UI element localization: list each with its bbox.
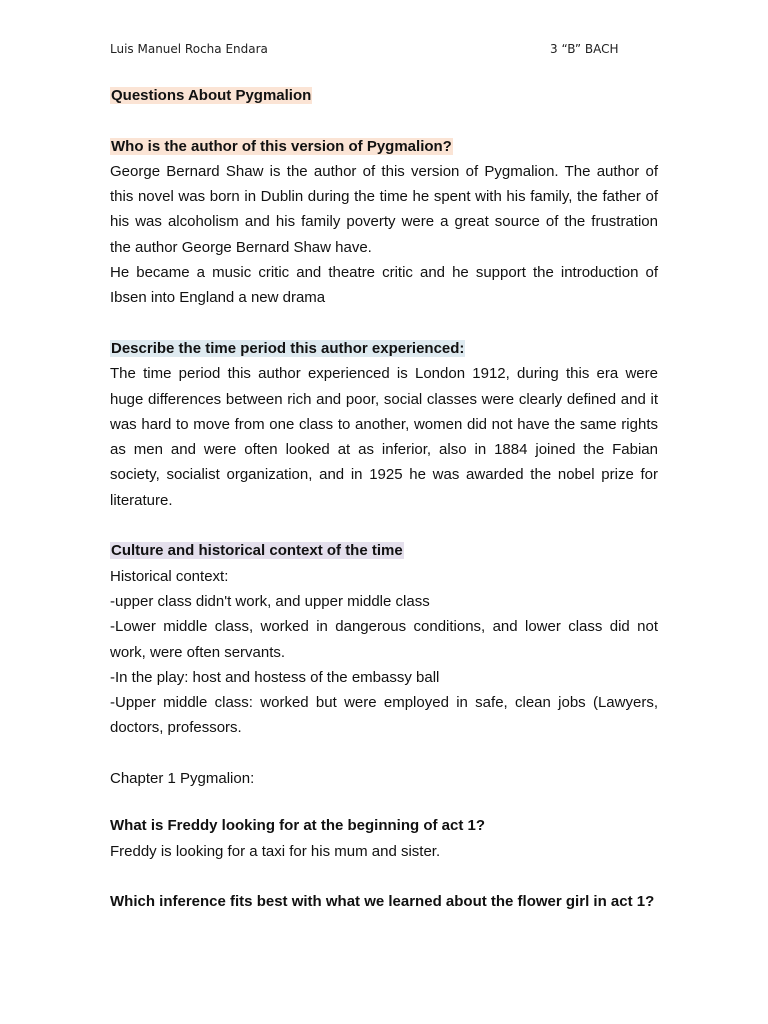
- context-item: -upper class didn't work, and upper middle class: [110, 592, 430, 610]
- answer-author-p2: He became a music critic and theatre critic and he support the introduction of Ibsen into England a new drama: [110, 264, 658, 307]
- answer-freddy: Freddy is looking for a taxi for his mum and sister.: [110, 842, 441, 860]
- page-header: [110, 42, 658, 62]
- header-class: 3 “B” BACH: [550, 42, 619, 56]
- question-author: Who is the author of this version of Pygmalion?: [111, 137, 452, 155]
- document-title: Questions About Pygmalion: [111, 87, 312, 104]
- question-culture: Culture and historical context of the time: [111, 542, 403, 560]
- question-flower-girl: Which inference fits best with what we learned about the flower girl in act 1?: [110, 893, 655, 911]
- answer-author-p1: George Bernard Shaw is the author of this version of Pygmalion. The author of this novel was born in Dublin during the time he spent with his family, the father of his was alcoholism and his family poverty were a great source of the frustration the author George Bernard Shaw have.: [110, 162, 658, 256]
- historical-context-label: Historical context:: [110, 567, 229, 585]
- context-item: -Lower middle class, worked in dangerous conditions, and lower class did not work, were often servants.: [110, 618, 658, 661]
- answer-time-period: The time period this author experienced is London 1912, during this era were huge differences between rich and poor, social classes were clearly defined and it was hard to move from one class to another, women did not have the same rights as men and were often looked at as inferior, also in 1884 joined the Fabian society, socialist organization, and in 1925 he was awarded the nobel prize for literature.: [110, 365, 658, 509]
- document-body: [110, 83, 658, 915]
- header-author: Luis Manuel Rocha Endara: [110, 42, 268, 56]
- context-item: -Upper middle class: worked but were employed in safe, clean jobs (Lawyers, doctors, professors.: [110, 694, 658, 737]
- question-freddy: What is Freddy looking for at the beginning of act 1?: [110, 817, 486, 835]
- chapter-heading: Chapter 1 Pygmalion:: [110, 770, 255, 788]
- question-time-period: Describe the time period this author experienced:: [111, 339, 465, 357]
- context-item: -In the play: host and hostess of the embassy ball: [110, 668, 440, 686]
